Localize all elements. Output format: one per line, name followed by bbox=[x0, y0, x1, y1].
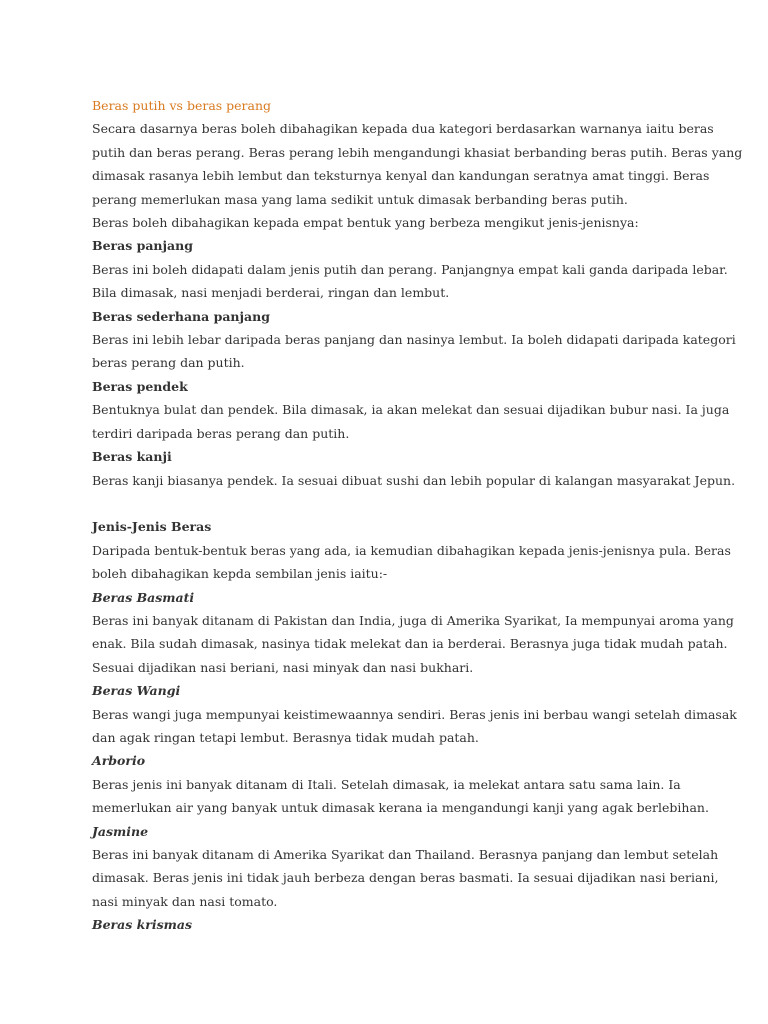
paragraph-line: Beras ini boleh didapati dalam jenis putih dan perang. Panjangnya empat kali ganda daripada lebar. bbox=[92, 261, 728, 277]
section-heading-beras-panjang: Beras panjang bbox=[92, 238, 193, 254]
intro-line: dimasak rasanya lebih lembut dan teksturnya kenyal dan kandungan seratnya amat tinggi. Beras bbox=[92, 168, 710, 184]
intro-line: Beras boleh dibahagikan kepada empat bentuk yang berbeza mengikut jenis-jenisnya: bbox=[92, 215, 639, 231]
paragraph-line: nasi minyak dan nasi tomato. bbox=[92, 893, 278, 909]
spacer bbox=[92, 492, 692, 515]
paragraph-line: Daripada bentuk-bentuk beras yang ada, ia kemudian dibahagikan kepada jenis-jenisnya pula. Beras bbox=[92, 542, 731, 558]
paragraph-line: Beras wangi juga mempunyai keistimewaannya sendiri. Beras jenis ini berbau wangi setelah dimasak bbox=[92, 706, 737, 722]
section-heading-beras-sederhana-panjang: Beras sederhana panjang bbox=[92, 308, 270, 324]
paragraph-line: Sesuai dijadikan nasi beriani, nasi minyak dan nasi bukhari. bbox=[92, 659, 474, 675]
paragraph-line: Beras ini banyak ditanam di Amerika Syarikat dan Thailand. Berasnya panjang dan lembut setelah bbox=[92, 846, 719, 862]
paragraph-line: enak. Bila sudah dimasak, nasinya tidak melekat dan ia berderai. Berasnya juga tidak mudah patah. bbox=[92, 636, 728, 652]
subheading-beras-basmati: Beras Basmati bbox=[92, 589, 195, 605]
intro-line: putih dan beras perang. Beras perang lebih mengandungi khasiat berbanding beras putih. Beras yang bbox=[92, 144, 743, 160]
paragraph-line: terdiri daripada beras perang dan putih. bbox=[92, 425, 350, 441]
section-heading-beras-pendek: Beras pendek bbox=[92, 378, 188, 394]
section-heading-jenis-jenis-beras: Jenis-Jenis Beras bbox=[92, 519, 212, 535]
paragraph-line: dan agak ringan tetapi lembut. Berasnya tidak mudah patah. bbox=[92, 729, 479, 745]
intro-line: Secara dasarnya beras boleh dibahagikan kepada dua kategori berdasarkan warnanya iaitu beras bbox=[92, 121, 714, 137]
paragraph-line: memerlukan air yang banyak untuk dimasak kerana ia mengandungi kanji yang agak berlebihan. bbox=[92, 800, 709, 816]
subheading-beras-krismas: Beras krismas bbox=[92, 917, 192, 933]
section-heading-beras-kanji: Beras kanji bbox=[92, 449, 172, 465]
paragraph-line: Beras jenis ini banyak ditanam di Itali. Setelah dimasak, ia melekat antara satu sama lain. Ia bbox=[92, 776, 681, 792]
paragraph-line: Beras ini banyak ditanam di Pakistan dan India, juga di Amerika Syarikat, Ia mempunyai aroma yang bbox=[92, 612, 734, 628]
paragraph-line: Beras kanji biasanya pendek. Ia sesuai dibuat sushi dan lebih popular di kalangan masyarakat Jepun. bbox=[92, 472, 736, 488]
paragraph-line: Bila dimasak, nasi menjadi berderai, ringan dan lembut. bbox=[92, 285, 450, 301]
subheading-jasmine: Jasmine bbox=[92, 823, 149, 839]
document-title: Beras putih vs beras perang bbox=[92, 98, 272, 113]
paragraph-line: dimasak. Beras jenis ini tidak jauh berbeza dengan beras basmati. Ia sesuai dijadikan nasi beriani, bbox=[92, 870, 719, 886]
paragraph-line: Beras ini lebih lebar daripada beras panjang dan nasinya lembut. Ia boleh didapati daripada kategori bbox=[92, 332, 736, 348]
subheading-arborio: Arborio bbox=[92, 753, 146, 769]
paragraph-line: Bentuknya bulat dan pendek. Bila dimasak, ia akan melekat dan sesuai dijadikan bubur nasi. Ia juga bbox=[92, 402, 730, 418]
document-page bbox=[92, 94, 743, 937]
subheading-beras-wangi: Beras Wangi bbox=[92, 683, 181, 699]
paragraph-line: boleh dibahagikan kepda sembilan jenis iaitu:- bbox=[92, 566, 388, 582]
paragraph-line: beras perang dan putih. bbox=[92, 355, 245, 371]
intro-line: perang memerlukan masa yang lama sedikit untuk dimasak berbanding beras putih. bbox=[92, 191, 628, 207]
